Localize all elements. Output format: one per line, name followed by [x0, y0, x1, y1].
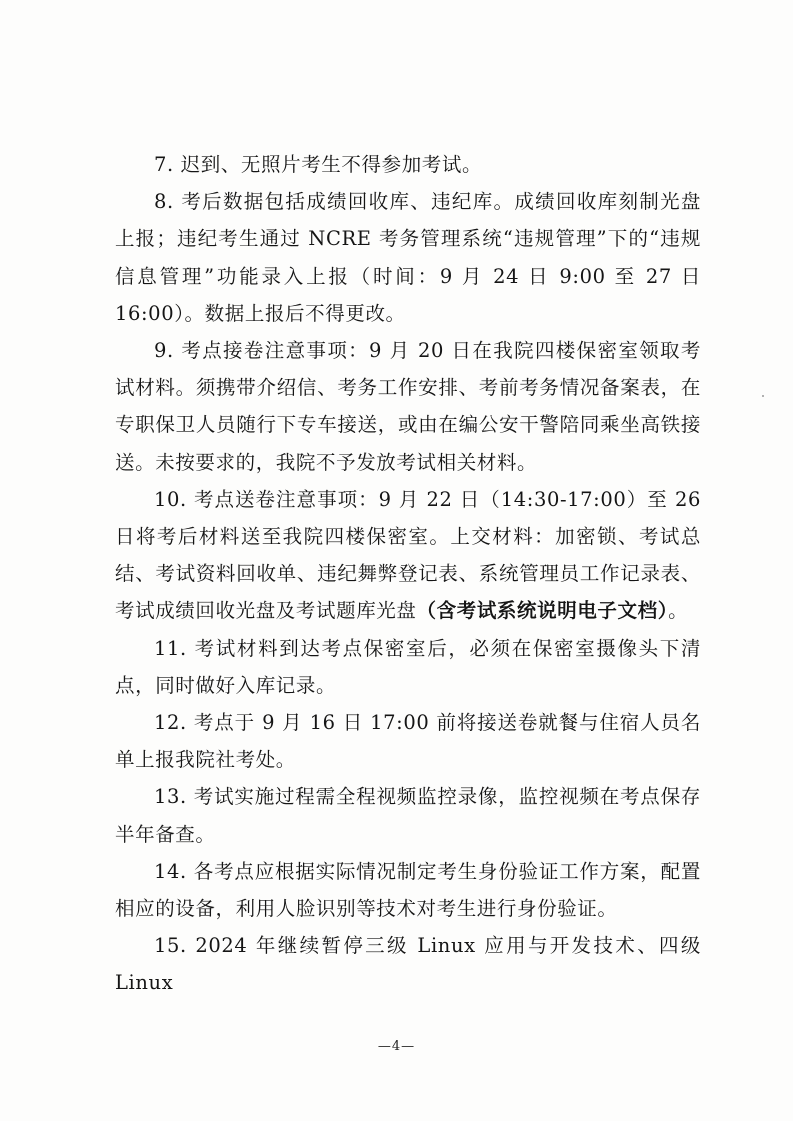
document-body — [115, 146, 701, 1002]
paragraph-10-end: 。 — [668, 599, 689, 623]
paragraph-10 — [115, 481, 701, 630]
page-number: —4— — [377, 1039, 416, 1054]
paragraph-11: 11. 考试材料到达考点保密室后，必须在保密室摄像头下清点，同时做好入库记录。 — [115, 636, 701, 697]
scan-speck — [762, 395, 764, 397]
paragraph-13: 13. 考试实施过程需全程视频监控录像，监控视频在考点保存半年备查。 — [115, 785, 701, 846]
paragraph-12: 12. 考点于 9 月 16 日 17:00 前将接送卷就餐与住宿人员名单上报我院社考处。 — [115, 711, 701, 772]
paragraph-10-bold-note: （含考试系统说明电子文档） — [416, 599, 669, 623]
paragraph-7: 7. 迟到、无照片考生不得参加考试。 — [154, 153, 483, 176]
paragraph-14: 14. 各考点应根据实际情况制定考生身份验证工作方案，配置相应的设备，利用人脸识别等技术对考生进行身份验证。 — [115, 859, 701, 921]
paragraph-15: 15. 2024 年继续暂停三级 Linux 应用与开发技术、四级 Linux — [115, 934, 701, 995]
paragraph-8: 8. 考后数据包括成绩回收库、违纪库。成绩回收库刻制光盘上报；违纪考生通过 NCRE 考务管理系统“违规管理”下的“违规信息管理”功能录入上报（时间：9 月 24 日 9:00 至 27 日 16:00）。数据上报后不得更改。 — [115, 190, 701, 325]
paragraph-10-text: 10. 考点送卷注意事项：9 月 22 日（14:30-17:00）至 26 日将考后材料送至我院四楼保密室。上交材料：加密锁、考试总结、考试资料回收单、违纪舞弊登记表、系统管理员工作记录表、考试成绩回收光盘及考试题库光盘 — [115, 487, 701, 623]
paragraph-9: 9. 考点接卷注意事项：9 月 20 日在我院四楼保密室领取考试材料。须携带介绍信、考务工作安排、考前考务情况备案表，在专职保卫人员随行下专车接送，或由在编公安干警陪同乘坐高铁接送。未按要求的，我院不予发放考试相关材料。 — [115, 339, 701, 474]
